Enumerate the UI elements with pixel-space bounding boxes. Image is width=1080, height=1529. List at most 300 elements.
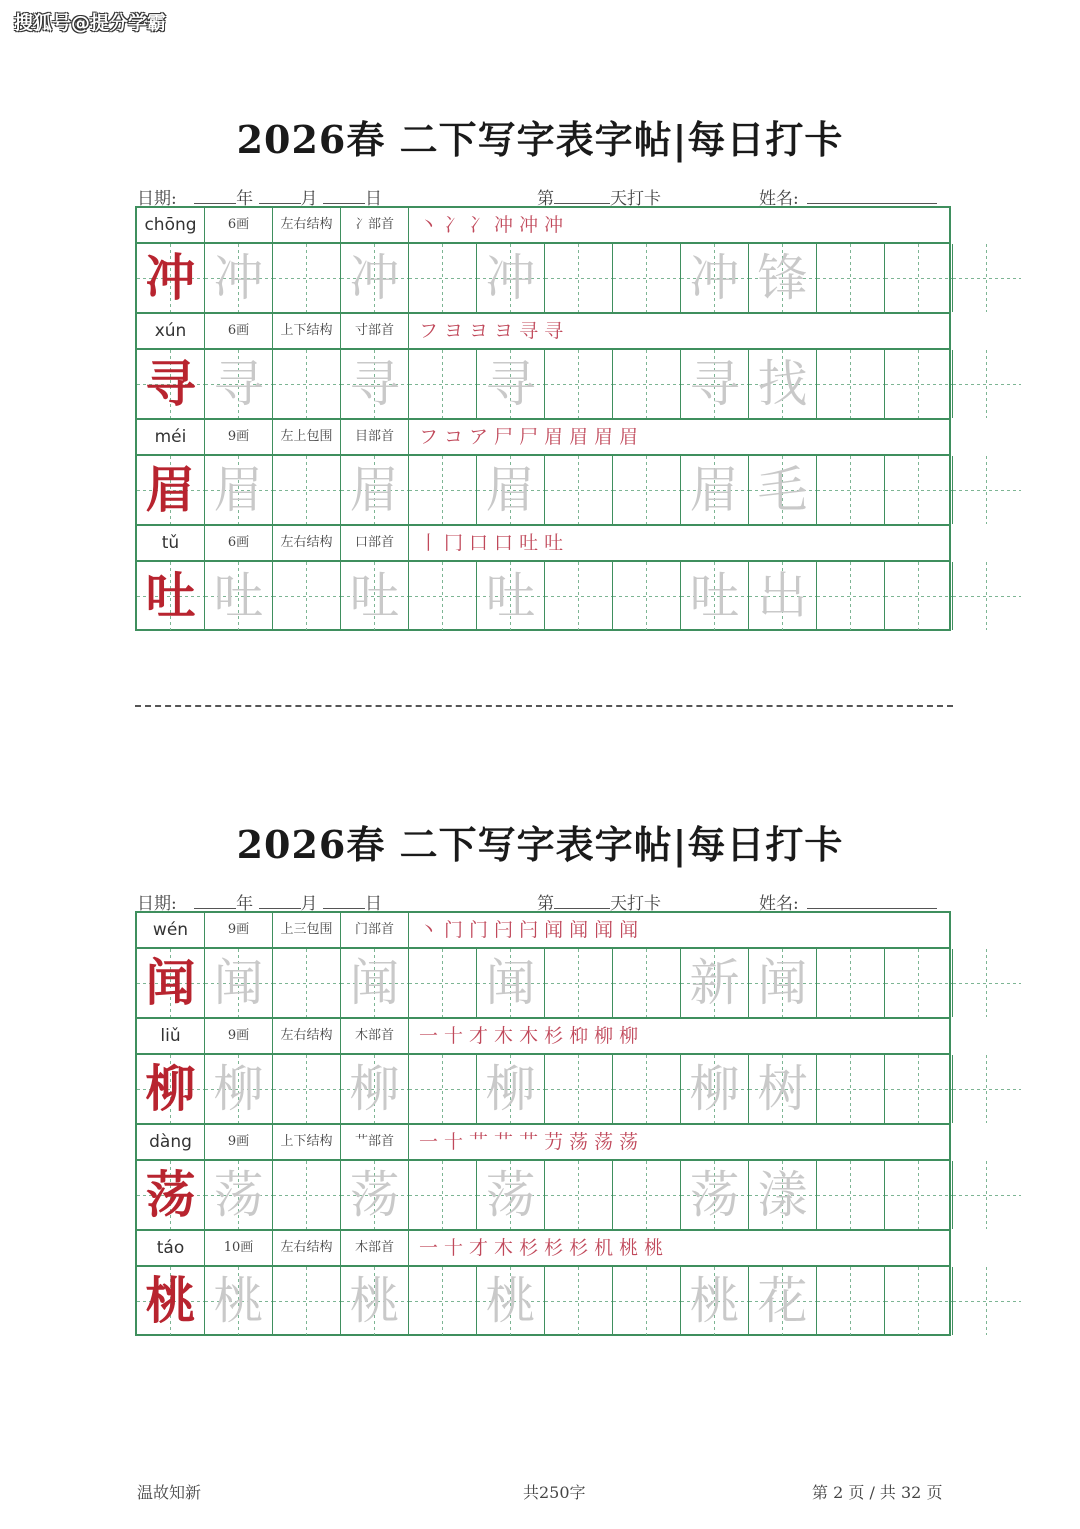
tracing-box[interactable] <box>409 350 477 418</box>
tracing-box[interactable] <box>681 949 749 1017</box>
stroke-step: 芀 <box>544 1131 564 1153</box>
name-blank[interactable] <box>807 185 937 204</box>
stroke-step: 丶 <box>419 919 439 941</box>
tracing-box[interactable] <box>545 350 613 418</box>
tracing-box[interactable] <box>885 1267 953 1335</box>
stroke-order <box>409 420 644 454</box>
radical: 目部首 <box>341 420 409 454</box>
stroke-step: 闻 <box>544 919 564 941</box>
writing-row <box>137 562 949 632</box>
structure: 上下结构 <box>273 1125 341 1159</box>
radical: 冫部首 <box>341 208 409 242</box>
day-label: 日 <box>364 894 382 914</box>
radical: 寸部首 <box>341 314 409 348</box>
tracing-box[interactable] <box>749 350 817 418</box>
stroke-step: 尸 <box>494 426 514 448</box>
tracing-box[interactable] <box>545 1267 613 1335</box>
trace-glyph: 桃 <box>349 1272 400 1330</box>
tracing-box[interactable] <box>953 1161 1021 1229</box>
stroke-step: 才 <box>469 1237 489 1259</box>
stroke-step: 桃 <box>619 1237 639 1259</box>
tracing-box[interactable] <box>477 1267 545 1335</box>
tracing-box[interactable] <box>817 244 885 312</box>
tracing-box[interactable] <box>341 350 409 418</box>
tracing-box[interactable] <box>409 1161 477 1229</box>
model-character <box>137 456 205 524</box>
footer-total-chars: 共250字 <box>523 1483 586 1502</box>
trace-glyph: 眉 <box>349 461 400 519</box>
stroke-step: 闻 <box>619 919 639 941</box>
stroke-step: 桃 <box>644 1237 664 1259</box>
trace-glyph: 眉 <box>485 461 536 519</box>
stroke-count: 9画 <box>205 1125 273 1159</box>
trace-glyph: 吐 <box>689 567 740 625</box>
trace-glyph: 寻 <box>689 355 740 413</box>
stroke-step: 才 <box>469 1025 489 1047</box>
stroke-step: フ <box>419 320 439 342</box>
stroke-step: 吐 <box>544 532 564 554</box>
footer <box>0 1480 1080 1506</box>
stroke-step: 眉 <box>619 426 639 448</box>
trace-glyph: 冲 <box>485 249 536 307</box>
trace-glyph: 闻 <box>757 954 808 1012</box>
pinyin: méi <box>137 420 205 454</box>
month-blank[interactable] <box>259 890 301 909</box>
practice-grid <box>135 206 951 631</box>
practice-grid <box>135 911 951 1336</box>
tracing-box[interactable] <box>749 1055 817 1123</box>
trace-glyph: 柳 <box>213 1060 264 1118</box>
stroke-order <box>409 1231 669 1265</box>
stroke-count: 10画 <box>205 1231 273 1265</box>
tracing-box[interactable] <box>341 1267 409 1335</box>
character-info-row <box>137 526 949 562</box>
tracing-box[interactable] <box>953 562 1021 630</box>
writing-row <box>137 1267 949 1337</box>
stroke-step: 冲 <box>544 214 564 236</box>
tracing-box[interactable] <box>341 949 409 1017</box>
tracing-box[interactable] <box>273 350 341 418</box>
stroke-step: 一 <box>419 1131 439 1153</box>
tracing-box[interactable] <box>545 244 613 312</box>
page-divider <box>135 705 953 707</box>
tracing-box[interactable] <box>205 244 273 312</box>
stroke-count: 9画 <box>205 420 273 454</box>
stroke-step: 杉 <box>569 1237 589 1259</box>
stroke-step: 丨 <box>419 532 439 554</box>
model-character <box>137 562 205 630</box>
tracing-box[interactable] <box>817 456 885 524</box>
tracing-box[interactable] <box>341 1161 409 1229</box>
tracing-box[interactable] <box>341 244 409 312</box>
model-character <box>137 949 205 1017</box>
stroke-count: 6画 <box>205 314 273 348</box>
stroke-step: 一 <box>419 1237 439 1259</box>
radical: 木部首 <box>341 1019 409 1053</box>
stroke-step: 门 <box>444 919 464 941</box>
tracing-box[interactable] <box>409 244 477 312</box>
stroke-count: 6画 <box>205 208 273 242</box>
tracing-box[interactable] <box>817 1267 885 1335</box>
stroke-count: 6画 <box>205 526 273 560</box>
tracing-box[interactable] <box>817 562 885 630</box>
stroke-step: ヨ <box>444 320 464 342</box>
stroke-step: 冂 <box>444 532 464 554</box>
stroke-step: 杉 <box>544 1237 564 1259</box>
stroke-step: 眉 <box>544 426 564 448</box>
tracing-box[interactable] <box>613 1055 681 1123</box>
tracing-box[interactable] <box>749 562 817 630</box>
stroke-step: ア <box>469 426 489 448</box>
name-label: 姓名: <box>759 189 799 209</box>
trace-glyph: 花 <box>757 1272 808 1330</box>
checkin-suffix: 天打卡 <box>610 894 661 914</box>
year-blank[interactable] <box>194 890 236 909</box>
writing-row <box>137 350 949 420</box>
tracing-box[interactable] <box>817 1055 885 1123</box>
tracing-box[interactable] <box>341 562 409 630</box>
stroke-step: 荡 <box>594 1131 614 1153</box>
trace-glyph: 柳 <box>689 1060 740 1118</box>
sheet-title: 2026春 二下写字表字帖|每日打卡 <box>236 117 844 162</box>
trace-glyph: 寻 <box>485 355 536 413</box>
tracing-box[interactable] <box>273 456 341 524</box>
day-blank[interactable] <box>323 890 365 909</box>
radical: 口部首 <box>341 526 409 560</box>
model-character <box>137 244 205 312</box>
tracing-box[interactable] <box>681 562 749 630</box>
trace-glyph: 找 <box>757 355 808 413</box>
radical: 艹部首 <box>341 1125 409 1159</box>
model-char-glyph: 冲 <box>145 248 196 307</box>
radical: 木部首 <box>341 1231 409 1265</box>
tracing-box[interactable] <box>817 949 885 1017</box>
stroke-order <box>409 913 644 947</box>
tracing-box[interactable] <box>953 1267 1021 1335</box>
character-info-row <box>137 1125 949 1161</box>
tracing-box[interactable] <box>681 1055 749 1123</box>
footer-left: 温故知新 <box>137 1483 202 1502</box>
trace-glyph: 柳 <box>485 1060 536 1118</box>
stroke-step: 十 <box>444 1237 464 1259</box>
character-info-row <box>137 1231 949 1267</box>
tracing-box[interactable] <box>613 949 681 1017</box>
stroke-order <box>409 208 569 242</box>
stroke-step: 寻 <box>544 320 564 342</box>
stroke-step: 木 <box>494 1025 514 1047</box>
tracing-box[interactable] <box>613 562 681 630</box>
stroke-step: フ <box>419 426 439 448</box>
stroke-step: 冲 <box>494 214 514 236</box>
tracing-box[interactable] <box>885 244 953 312</box>
stroke-step: 十 <box>444 1131 464 1153</box>
stroke-step: 艹 <box>519 1131 539 1153</box>
day-blank[interactable] <box>323 185 365 204</box>
stroke-step: 冫 <box>444 214 464 236</box>
pinyin: dàng <box>137 1125 205 1159</box>
tracing-box[interactable] <box>749 1161 817 1229</box>
sheet-title: 2026春 二下写字表字帖|每日打卡 <box>236 822 844 867</box>
writing-row <box>137 244 949 314</box>
trace-glyph: 眉 <box>689 461 740 519</box>
character-info-row <box>137 314 949 350</box>
character-block <box>137 420 949 526</box>
trace-glyph: 闻 <box>213 954 264 1012</box>
trace-glyph: 荡 <box>213 1166 264 1224</box>
character-block <box>137 1231 949 1337</box>
writing-row <box>137 456 949 526</box>
trace-glyph: 柳 <box>349 1060 400 1118</box>
stroke-step: 木 <box>494 1237 514 1259</box>
tracing-box[interactable] <box>273 1267 341 1335</box>
tracing-box[interactable] <box>681 456 749 524</box>
checkin-blank[interactable] <box>554 890 610 909</box>
tracing-box[interactable] <box>205 350 273 418</box>
tracing-box[interactable] <box>613 350 681 418</box>
stroke-step: 木 <box>519 1025 539 1047</box>
trace-glyph: 寻 <box>213 355 264 413</box>
character-info-row <box>137 420 949 456</box>
tracing-box[interactable] <box>817 1161 885 1229</box>
tracing-box[interactable] <box>749 949 817 1017</box>
tracing-box[interactable] <box>953 1055 1021 1123</box>
stroke-step: ヨ <box>494 320 514 342</box>
pinyin: xún <box>137 314 205 348</box>
stroke-step: 柳 <box>594 1025 614 1047</box>
writing-row <box>137 1161 949 1231</box>
stroke-count: 9画 <box>205 1019 273 1053</box>
stroke-order <box>409 1019 644 1053</box>
trace-glyph: 出 <box>757 567 808 625</box>
stroke-step: 十 <box>444 1025 464 1047</box>
model-char-glyph: 荡 <box>145 1165 196 1224</box>
tracing-box[interactable] <box>885 1055 953 1123</box>
stroke-step: ヨ <box>469 320 489 342</box>
tracing-box[interactable] <box>681 244 749 312</box>
tracing-box[interactable] <box>613 244 681 312</box>
character-info-row <box>137 208 949 244</box>
trace-glyph: 树 <box>757 1060 808 1118</box>
stroke-step: 闻 <box>594 919 614 941</box>
stroke-step: コ <box>444 426 464 448</box>
trace-glyph: 冲 <box>213 249 264 307</box>
stroke-order <box>409 314 569 348</box>
model-character <box>137 1267 205 1335</box>
tracing-box[interactable] <box>545 456 613 524</box>
tracing-box[interactable] <box>341 1055 409 1123</box>
trace-glyph: 荡 <box>349 1166 400 1224</box>
trace-glyph: 冲 <box>349 249 400 307</box>
date-label: 日期: <box>137 894 177 914</box>
watermark: 搜狐号@提分学霸 <box>14 12 167 34</box>
stroke-step: 机 <box>594 1237 614 1259</box>
stroke-step: 杉 <box>544 1025 564 1047</box>
model-char-glyph: 眉 <box>145 460 196 519</box>
radical: 门部首 <box>341 913 409 947</box>
tracing-box[interactable] <box>613 456 681 524</box>
tracing-box[interactable] <box>205 949 273 1017</box>
tracing-box[interactable] <box>409 1267 477 1335</box>
tracing-box[interactable] <box>953 244 1021 312</box>
character-block <box>137 314 949 420</box>
tracing-box[interactable] <box>953 949 1021 1017</box>
stroke-step: 口 <box>469 532 489 554</box>
structure: 左右结构 <box>273 526 341 560</box>
tracing-box[interactable] <box>885 456 953 524</box>
trace-glyph: 眉 <box>213 461 264 519</box>
tracing-box[interactable] <box>477 1055 545 1123</box>
tracing-box[interactable] <box>885 350 953 418</box>
tracing-box[interactable] <box>273 949 341 1017</box>
character-block <box>137 1125 949 1231</box>
checkin-suffix: 天打卡 <box>610 189 661 209</box>
month-label: 月 <box>300 894 318 914</box>
pinyin: liǔ <box>137 1019 205 1053</box>
month-label: 月 <box>300 189 318 209</box>
structure: 上下结构 <box>273 314 341 348</box>
model-character <box>137 1055 205 1123</box>
tracing-box[interactable] <box>341 456 409 524</box>
model-char-glyph: 桃 <box>145 1271 196 1330</box>
year-blank[interactable] <box>194 185 236 204</box>
pinyin: chōng <box>137 208 205 242</box>
stroke-order <box>409 1125 644 1159</box>
structure: 左右结构 <box>273 208 341 242</box>
stroke-step: 冲 <box>519 214 539 236</box>
stroke-step: 口 <box>494 532 514 554</box>
stroke-step: 眉 <box>569 426 589 448</box>
stroke-count: 9画 <box>205 913 273 947</box>
model-char-glyph: 寻 <box>145 354 196 413</box>
tracing-box[interactable] <box>477 350 545 418</box>
character-block <box>137 526 949 632</box>
tracing-box[interactable] <box>205 1055 273 1123</box>
tracing-box[interactable] <box>885 949 953 1017</box>
trace-glyph: 冲 <box>689 249 740 307</box>
tracing-box[interactable] <box>409 1055 477 1123</box>
model-char-glyph: 闻 <box>145 953 196 1012</box>
character-block <box>137 913 949 1019</box>
checkin-prefix: 第 <box>537 894 554 914</box>
stroke-step: 艹 <box>494 1131 514 1153</box>
stroke-step: 杉 <box>519 1237 539 1259</box>
tracing-box[interactable] <box>273 244 341 312</box>
writing-row <box>137 949 949 1019</box>
name-blank[interactable] <box>807 890 937 909</box>
trace-glyph: 荡 <box>689 1166 740 1224</box>
stroke-step: 枊 <box>569 1025 589 1047</box>
structure: 左右结构 <box>273 1231 341 1265</box>
tracing-box[interactable] <box>749 456 817 524</box>
tracing-box[interactable] <box>953 350 1021 418</box>
tracing-box[interactable] <box>409 562 477 630</box>
tracing-box[interactable] <box>545 949 613 1017</box>
tracing-box[interactable] <box>205 562 273 630</box>
tracing-box[interactable] <box>545 562 613 630</box>
tracing-box[interactable] <box>817 350 885 418</box>
stroke-step: 丶 <box>419 214 439 236</box>
pinyin: tǔ <box>137 526 205 560</box>
tracing-box[interactable] <box>205 1161 273 1229</box>
stroke-step: 闩 <box>494 919 514 941</box>
tracing-box[interactable] <box>613 1267 681 1335</box>
tracing-box[interactable] <box>477 562 545 630</box>
pinyin: táo <box>137 1231 205 1265</box>
trace-glyph: 桃 <box>213 1272 264 1330</box>
stroke-step: 荡 <box>619 1131 639 1153</box>
trace-glyph: 吐 <box>349 567 400 625</box>
month-blank[interactable] <box>259 185 301 204</box>
model-char-glyph: 柳 <box>145 1059 196 1118</box>
tracing-box[interactable] <box>477 244 545 312</box>
tracing-box[interactable] <box>205 456 273 524</box>
tracing-box[interactable] <box>273 1055 341 1123</box>
tracing-box[interactable] <box>477 949 545 1017</box>
tracing-box[interactable] <box>545 1161 613 1229</box>
character-info-row <box>137 1019 949 1055</box>
year-label: 年 <box>236 189 254 209</box>
structure: 上三包围 <box>273 913 341 947</box>
checkin-prefix: 第 <box>537 189 554 209</box>
trace-glyph: 锋 <box>757 249 808 307</box>
character-block <box>137 1019 949 1125</box>
structure: 左上包围 <box>273 420 341 454</box>
trace-glyph: 漾 <box>757 1166 808 1224</box>
character-info-row <box>137 913 949 949</box>
trace-glyph: 荡 <box>485 1166 536 1224</box>
tracing-box[interactable] <box>749 1267 817 1335</box>
tracing-box[interactable] <box>409 456 477 524</box>
tracing-box[interactable] <box>613 1161 681 1229</box>
stroke-step: 艹 <box>469 1131 489 1153</box>
tracing-box[interactable] <box>409 949 477 1017</box>
stroke-step: 寻 <box>519 320 539 342</box>
tracing-box[interactable] <box>273 1161 341 1229</box>
trace-glyph: 吐 <box>485 567 536 625</box>
trace-glyph: 闻 <box>349 954 400 1012</box>
tracing-box[interactable] <box>273 562 341 630</box>
stroke-step: 闻 <box>569 919 589 941</box>
tracing-box[interactable] <box>681 1161 749 1229</box>
model-character <box>137 1161 205 1229</box>
structure: 左右结构 <box>273 1019 341 1053</box>
trace-glyph: 毛 <box>757 461 808 519</box>
footer-page-number: 第 2 页 / 共 32 页 <box>812 1483 943 1502</box>
character-block <box>137 208 949 314</box>
stroke-step: 闩 <box>519 919 539 941</box>
trace-glyph: 闻 <box>485 954 536 1012</box>
tracing-box[interactable] <box>477 456 545 524</box>
stroke-step: 吐 <box>519 532 539 554</box>
stroke-step: 柳 <box>619 1025 639 1047</box>
tracing-box[interactable] <box>545 1055 613 1123</box>
tracing-box[interactable] <box>681 1267 749 1335</box>
tracing-box[interactable] <box>885 562 953 630</box>
worksheet <box>0 820 1080 1480</box>
stroke-step: 一 <box>419 1025 439 1047</box>
year-label: 年 <box>236 894 254 914</box>
tracing-box[interactable] <box>477 1161 545 1229</box>
tracing-box[interactable] <box>205 1267 273 1335</box>
tracing-box[interactable] <box>749 244 817 312</box>
tracing-box[interactable] <box>885 1161 953 1229</box>
checkin-blank[interactable] <box>554 185 610 204</box>
stroke-step: 门 <box>469 919 489 941</box>
tracing-box[interactable] <box>953 456 1021 524</box>
trace-glyph: 新 <box>689 954 740 1012</box>
stroke-step: 眉 <box>594 426 614 448</box>
tracing-box[interactable] <box>681 350 749 418</box>
